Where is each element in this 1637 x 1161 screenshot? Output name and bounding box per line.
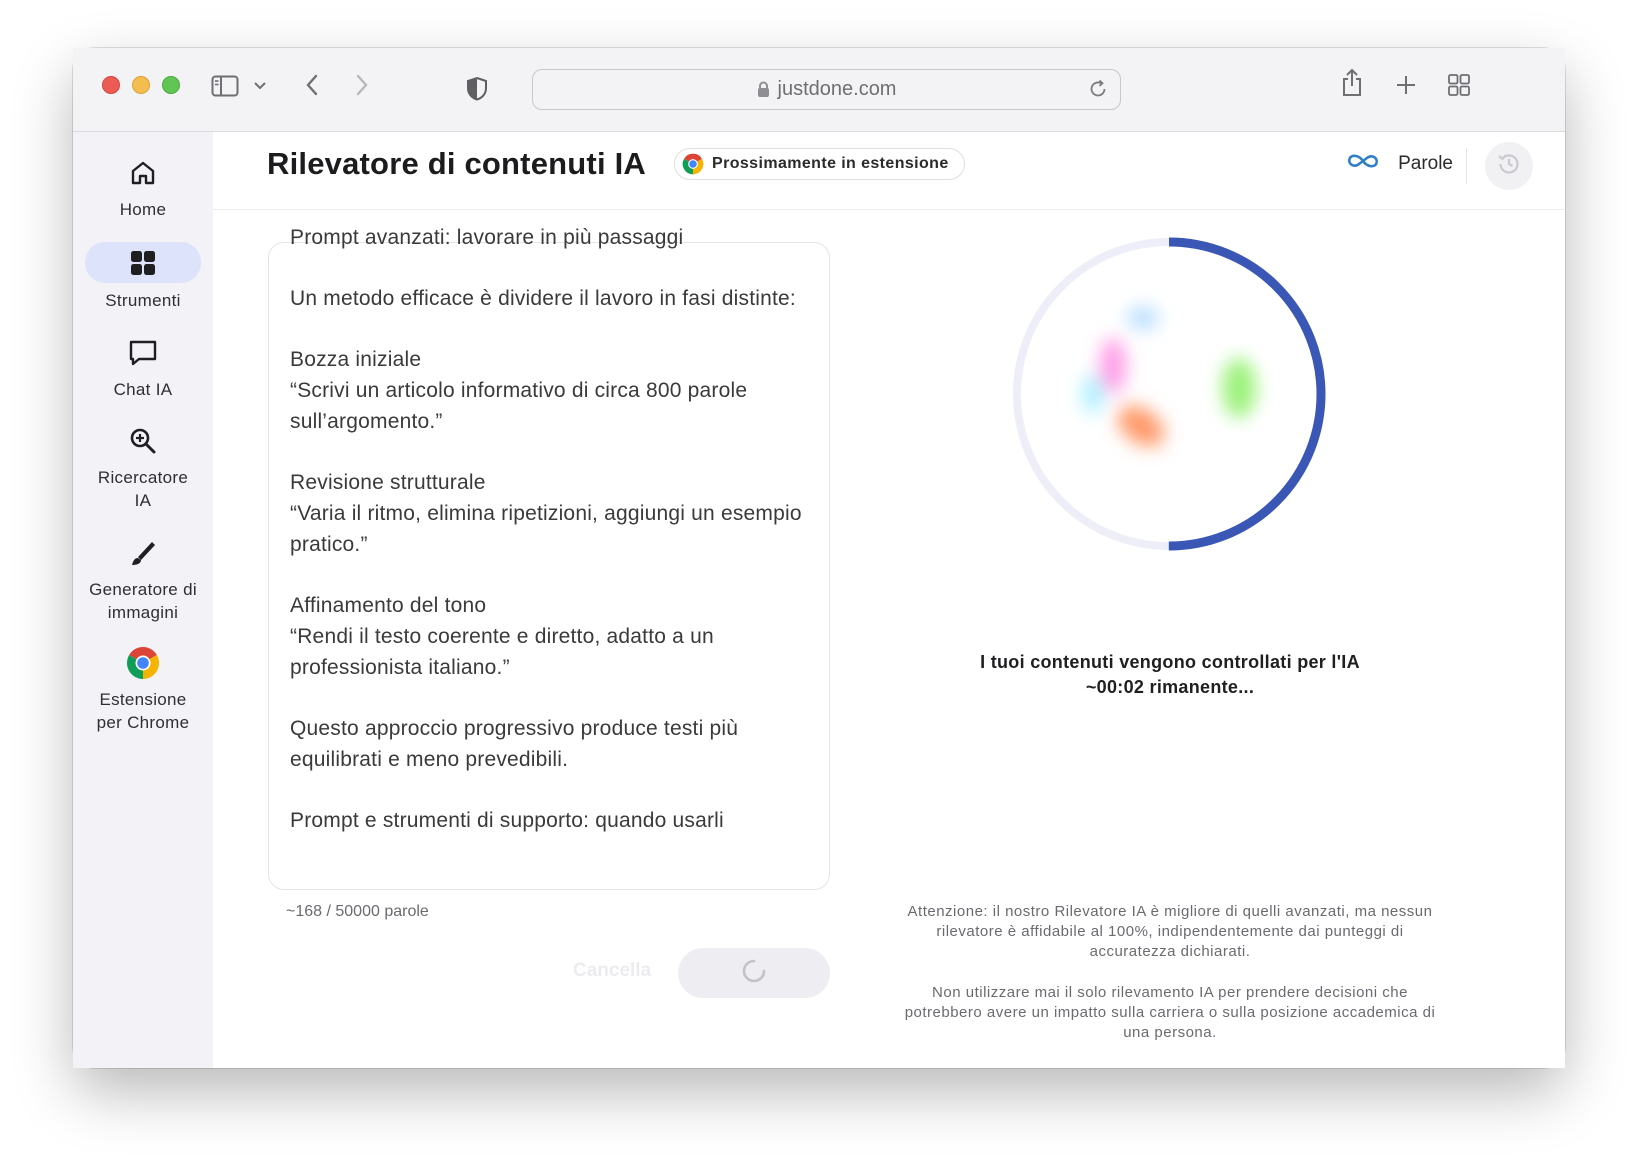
new-tab-plus-icon[interactable] (1393, 72, 1419, 98)
sidebar-item-label: Home (119, 200, 167, 219)
history-icon (1496, 151, 1522, 182)
header-divider (1466, 148, 1467, 184)
loading-spinner-icon (740, 957, 768, 990)
brush-icon (129, 534, 157, 572)
text-paragraph (290, 805, 809, 836)
url-text: justdone.com (777, 78, 897, 100)
text-line: Prompt e strumenti di supporto: quando usarli (290, 809, 724, 832)
text-line: Un metodo efficace è dividere il lavoro in fasi distinte: (290, 287, 796, 310)
text-line: “Rendi il testo coerente e diretto, adatto a un professionista italiano.” (290, 625, 714, 679)
chrome-icon (126, 644, 160, 682)
words-counter[interactable] (1346, 152, 1453, 175)
text-paragraph (290, 713, 809, 775)
sidebar-item-label: Estensione per Chrome (96, 690, 190, 732)
extension-badge[interactable] (674, 148, 965, 180)
tab-overview-icon[interactable] (1446, 72, 1472, 98)
privacy-shield-icon[interactable] (464, 74, 490, 102)
submit-button-loading[interactable] (678, 948, 830, 998)
sidebar-item-home[interactable] (73, 154, 213, 221)
sidebar-toggle-icon[interactable] (209, 70, 241, 102)
text-line: “Scrivi un articolo informativo di circa 800 parole sull’argomento.” (290, 379, 748, 433)
sidebar-item-estensione-chrome[interactable] (73, 644, 213, 734)
text-line: Bozza iniziale (290, 348, 422, 371)
address-bar[interactable] (532, 69, 1121, 110)
zoom-window-button[interactable] (162, 76, 180, 94)
history-button[interactable] (1485, 142, 1533, 190)
text-line: Questo approccio progressivo produce testi più equilibrati e meno prevedibili. (290, 717, 739, 771)
sidebar-item-strumenti[interactable] (73, 242, 213, 312)
words-label: Parole (1398, 152, 1453, 174)
disclaimer-note: Non utilizzare mai il solo rilevamento IA per prendere decisioni che potrebbero avere un impatto sulla carriera o sulla posizione accademica di una persona. (904, 984, 1436, 1041)
back-arrow-icon[interactable] (300, 70, 324, 100)
reload-icon[interactable] (1088, 79, 1108, 99)
text-content (290, 222, 809, 866)
chrome-icon (682, 153, 704, 175)
home-icon (130, 154, 156, 192)
sidebar-item-ricercatore-ia[interactable] (73, 422, 213, 512)
text-paragraph (290, 590, 809, 683)
page-title: Rilevatore di contenuti IA (267, 146, 646, 181)
text-line: Prompt avanzati: lavorare in più passaggi (290, 226, 684, 249)
search-zoom-icon (129, 422, 157, 460)
text-line: Affinamento del tono (290, 594, 487, 617)
sidebar-item-label: Strumenti (105, 291, 181, 310)
text-paragraph (290, 344, 809, 437)
browser-window (73, 48, 1565, 1068)
minimize-window-button[interactable] (132, 76, 150, 94)
close-window-button[interactable] (102, 76, 120, 94)
scan-remaining-time: ~00:02 rimanente... (1085, 677, 1255, 697)
lock-icon (757, 81, 770, 98)
progress-ring (1009, 238, 1333, 550)
extension-badge-label: Prossimamente in estensione (712, 155, 949, 172)
sidebar-item-label: Generatore di immagini (89, 580, 197, 622)
sidebar-item-label: Ricercatore IA (97, 468, 189, 510)
text-editor[interactable] (268, 226, 830, 890)
scan-status: I tuoi contenuti vengono controllati per l'IA (980, 652, 1360, 672)
sidebar-item-chat-ia[interactable] (73, 334, 213, 401)
forward-arrow-icon[interactable] (350, 70, 374, 100)
word-count: ~168 / 50000 parole (286, 903, 429, 920)
text-paragraph (290, 222, 809, 253)
sidebar (73, 132, 213, 1068)
disclaimer-note: Attenzione: il nostro Rilevatore IA è migliore di quelli avanzati, ma nessun rilevatore è affidabile al 100%, indipendentemente dai punteggi di accuratezza dichiarati. (907, 903, 1433, 960)
grid-icon (85, 242, 201, 283)
text-paragraph (290, 283, 809, 314)
main-content (213, 132, 1565, 1068)
cancel-button[interactable]: Cancella (573, 960, 652, 981)
scan-animation-blobs (1082, 307, 1256, 455)
infinity-icon (1346, 152, 1380, 175)
text-paragraph (290, 467, 809, 560)
chevron-down-icon[interactable] (251, 76, 269, 96)
sidebar-item-label: Chat IA (113, 380, 173, 399)
text-line: Revisione strutturale (290, 471, 486, 494)
share-icon[interactable] (1338, 66, 1366, 100)
chat-icon (128, 334, 158, 372)
text-line: “Varia il ritmo, elimina ripetizioni, aggiungi un esempio pratico.” (290, 502, 802, 556)
browser-toolbar (73, 48, 1565, 132)
page-header (213, 132, 1565, 210)
sidebar-item-generatore-immagini[interactable] (73, 534, 213, 624)
